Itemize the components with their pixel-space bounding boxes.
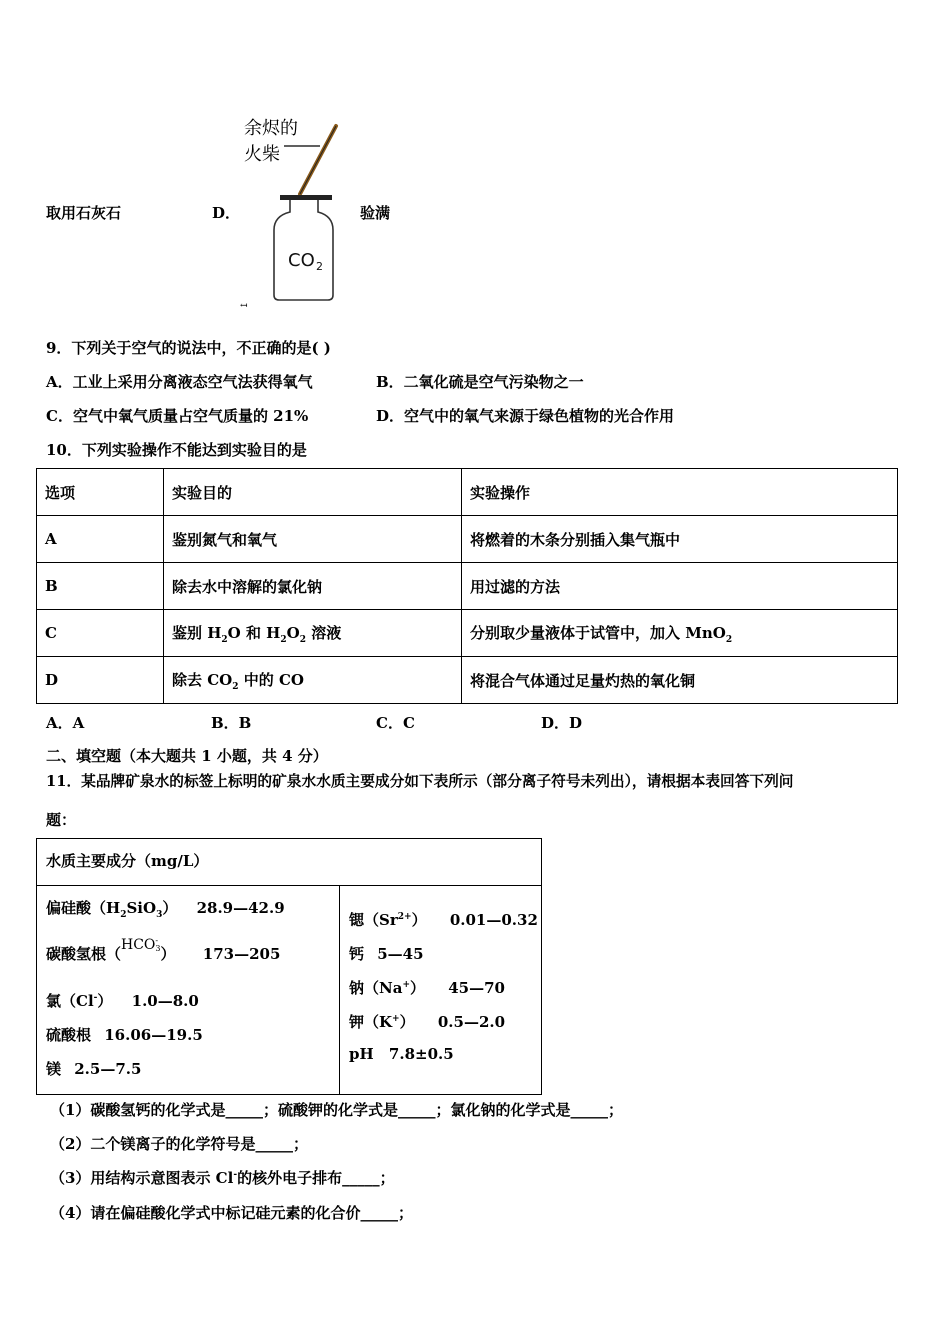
goal-text: 溶液 — [305, 623, 342, 642]
row-option: A — [37, 516, 164, 563]
q10-answer-b: B．B — [211, 714, 252, 732]
item-value: 1.0—8.0 — [131, 992, 199, 1010]
item-name: SiO — [126, 899, 157, 917]
item-name: 钙 — [349, 945, 365, 963]
item-name: ） — [160, 945, 176, 963]
table-row — [37, 516, 898, 563]
table-title: 水质主要成分（mg/L） — [37, 839, 541, 886]
row-silicic-acid — [46, 897, 285, 920]
q11-sub3 — [50, 1167, 395, 1188]
match-label-line2: 火柴 — [244, 144, 280, 165]
q10-answer-a: A．A — [46, 714, 85, 732]
right-caption: 验满 — [360, 204, 391, 222]
header-option: 选项 — [37, 469, 164, 516]
sub3-text: （3）用结构示意图表示 Cl — [50, 1169, 234, 1187]
table-header-row — [37, 469, 898, 516]
co2-bottle-figure — [232, 112, 362, 317]
item-value: 2.5—7.5 — [74, 1060, 142, 1078]
section-heading: 二、填空题（本大题共 1 小题，共 4 分） — [46, 747, 328, 765]
cursor-mark: ↤ — [240, 301, 248, 311]
row-goal: 鉴别氮气和氧气 — [164, 516, 462, 563]
item-value: 7.8±0.5 — [388, 1045, 454, 1063]
table-row — [37, 563, 898, 610]
item-name: ） — [411, 911, 427, 929]
row-operation: 将混合气体通过足量灼热的氧化铜 — [462, 657, 898, 704]
item-sup: - — [93, 993, 98, 1003]
goal-sub: 2 — [299, 634, 306, 645]
sub-sup-stack — [155, 937, 160, 953]
left-caption: 取用石灰石 — [46, 204, 122, 222]
q11-sub1: （1）碳酸氢钙的化学式是_____；硫酸钾的化学式是_____；氯化钠的化学式是_____； — [50, 1101, 623, 1119]
q11-stem-line2: 题： — [46, 811, 77, 829]
q9-option-c: C．空气中氧气质量占空气质量的 21% — [46, 407, 309, 425]
row-sulfate — [46, 1024, 203, 1045]
row-goal — [164, 657, 462, 704]
goal-sub: 2 — [221, 634, 228, 645]
table-row — [37, 657, 898, 704]
item-name: 硫酸根 — [46, 1026, 92, 1044]
row-ph — [349, 1045, 454, 1063]
q11-sub4: （4）请在偏硅酸化学式中标记硅元素的化合价_____； — [50, 1204, 413, 1222]
item-value: 0.01—0.32 — [449, 911, 538, 929]
row-calcium — [349, 943, 424, 964]
q9-stem: 9．下列关于空气的说法中，不正确的是( ) — [46, 339, 331, 357]
item-value: 45—70 — [448, 979, 505, 997]
row-operation: 用过滤的方法 — [462, 563, 898, 610]
item-name: 镁 — [46, 1060, 62, 1078]
q9-option-a: A．工业上采用分离液态空气法获得氧气 — [46, 373, 313, 391]
row-operation: 将燃着的木条分别插入集气瓶中 — [462, 516, 898, 563]
row-option: B — [37, 563, 164, 610]
row-sodium — [349, 977, 505, 998]
item-value: 28.9—42.9 — [196, 899, 285, 917]
row-bicarbonate — [46, 936, 281, 964]
item-name: ） — [399, 1013, 415, 1031]
item-name: ） — [97, 992, 113, 1010]
item-name: 锶（Sr — [349, 911, 398, 929]
op-text: 分别取少量液体于试管中，加入 MnO — [470, 623, 726, 642]
item-sub: 3 — [156, 910, 163, 920]
item-name: pH — [349, 1045, 374, 1063]
item-name: 氯（Cl — [46, 992, 94, 1010]
match-label-line1: 余烬的 — [244, 118, 298, 139]
row-option: D — [37, 657, 164, 704]
bottle-label-co: CO — [288, 250, 315, 271]
goal-sub: 2 — [232, 681, 239, 692]
q11-sub2: （2）二个镁离子的化学符号是_____； — [50, 1135, 308, 1153]
op-sub: 2 — [725, 634, 733, 645]
table-row — [37, 610, 898, 657]
row-operation — [462, 610, 898, 657]
row-strontium — [349, 909, 538, 930]
match-outline — [300, 126, 336, 194]
row-option: C — [37, 610, 164, 657]
q9-option-d: D．空气中的氧气来源于绿色植物的光合作用 — [376, 407, 675, 425]
item-name: 偏硅酸（H — [46, 899, 121, 917]
item-value: 0.5—2.0 — [437, 1013, 506, 1031]
goal-text: 中的 CO — [238, 670, 304, 689]
q10-stem: 10．下列实验操作不能达到实验目的是 — [46, 441, 307, 459]
q9-option-b: B．二氧化硫是空气污染物之一 — [376, 373, 584, 391]
header-goal: 实验目的 — [164, 469, 462, 516]
item-value: 16.06—19.5 — [104, 1026, 203, 1044]
sub3-sup: - — [233, 1170, 238, 1180]
goal-sub: 2 — [280, 634, 287, 645]
q10-answer-d: D．D — [541, 714, 583, 732]
row-goal: 除去水中溶解的氯化钠 — [164, 563, 462, 610]
item-name: ） — [409, 979, 425, 997]
bottle-label-sub: 2 — [316, 260, 323, 273]
goal-text: O 和 H — [227, 623, 281, 642]
item-sup: 2+ — [397, 912, 412, 922]
bicarbonate-formula — [121, 937, 161, 953]
row-chloride — [46, 990, 199, 1011]
water-composition-table — [36, 838, 542, 1095]
q10-table — [36, 468, 898, 704]
goal-text: O — [286, 623, 300, 642]
row-goal — [164, 610, 462, 657]
formula-sub: 3 — [155, 944, 161, 953]
item-sub: 2 — [120, 910, 127, 920]
goal-text: 鉴别 H — [172, 623, 222, 642]
q11-stem-line1: 11．某品牌矿泉水的标签上标明的矿泉水水质主要成分如下表所示（部分离子符号未列出），请根据本表回答下列问 — [46, 773, 794, 790]
option-d-label: D． — [212, 204, 241, 222]
column-divider — [339, 886, 340, 1094]
row-potassium — [349, 1011, 505, 1032]
glass-plate — [280, 195, 332, 200]
formula-text: HCO — [121, 937, 156, 953]
goal-text: 除去 CO — [172, 670, 233, 689]
header-operation: 实验操作 — [462, 469, 898, 516]
q10-answer-c: C．C — [376, 714, 415, 732]
item-sup: + — [392, 1014, 400, 1024]
formula-sup: - — [155, 936, 159, 945]
item-value: 5—45 — [377, 945, 424, 963]
item-name: 钠（Na — [349, 979, 403, 997]
item-value: 173—205 — [202, 945, 281, 963]
item-name: ） — [162, 899, 178, 917]
row-magnesium — [46, 1058, 141, 1079]
item-sup: + — [402, 980, 410, 990]
item-name: 碳酸氢根（ — [46, 945, 122, 963]
sub3-text: 的核外电子排布_____； — [237, 1169, 395, 1187]
item-name: 钾（K — [349, 1013, 393, 1031]
